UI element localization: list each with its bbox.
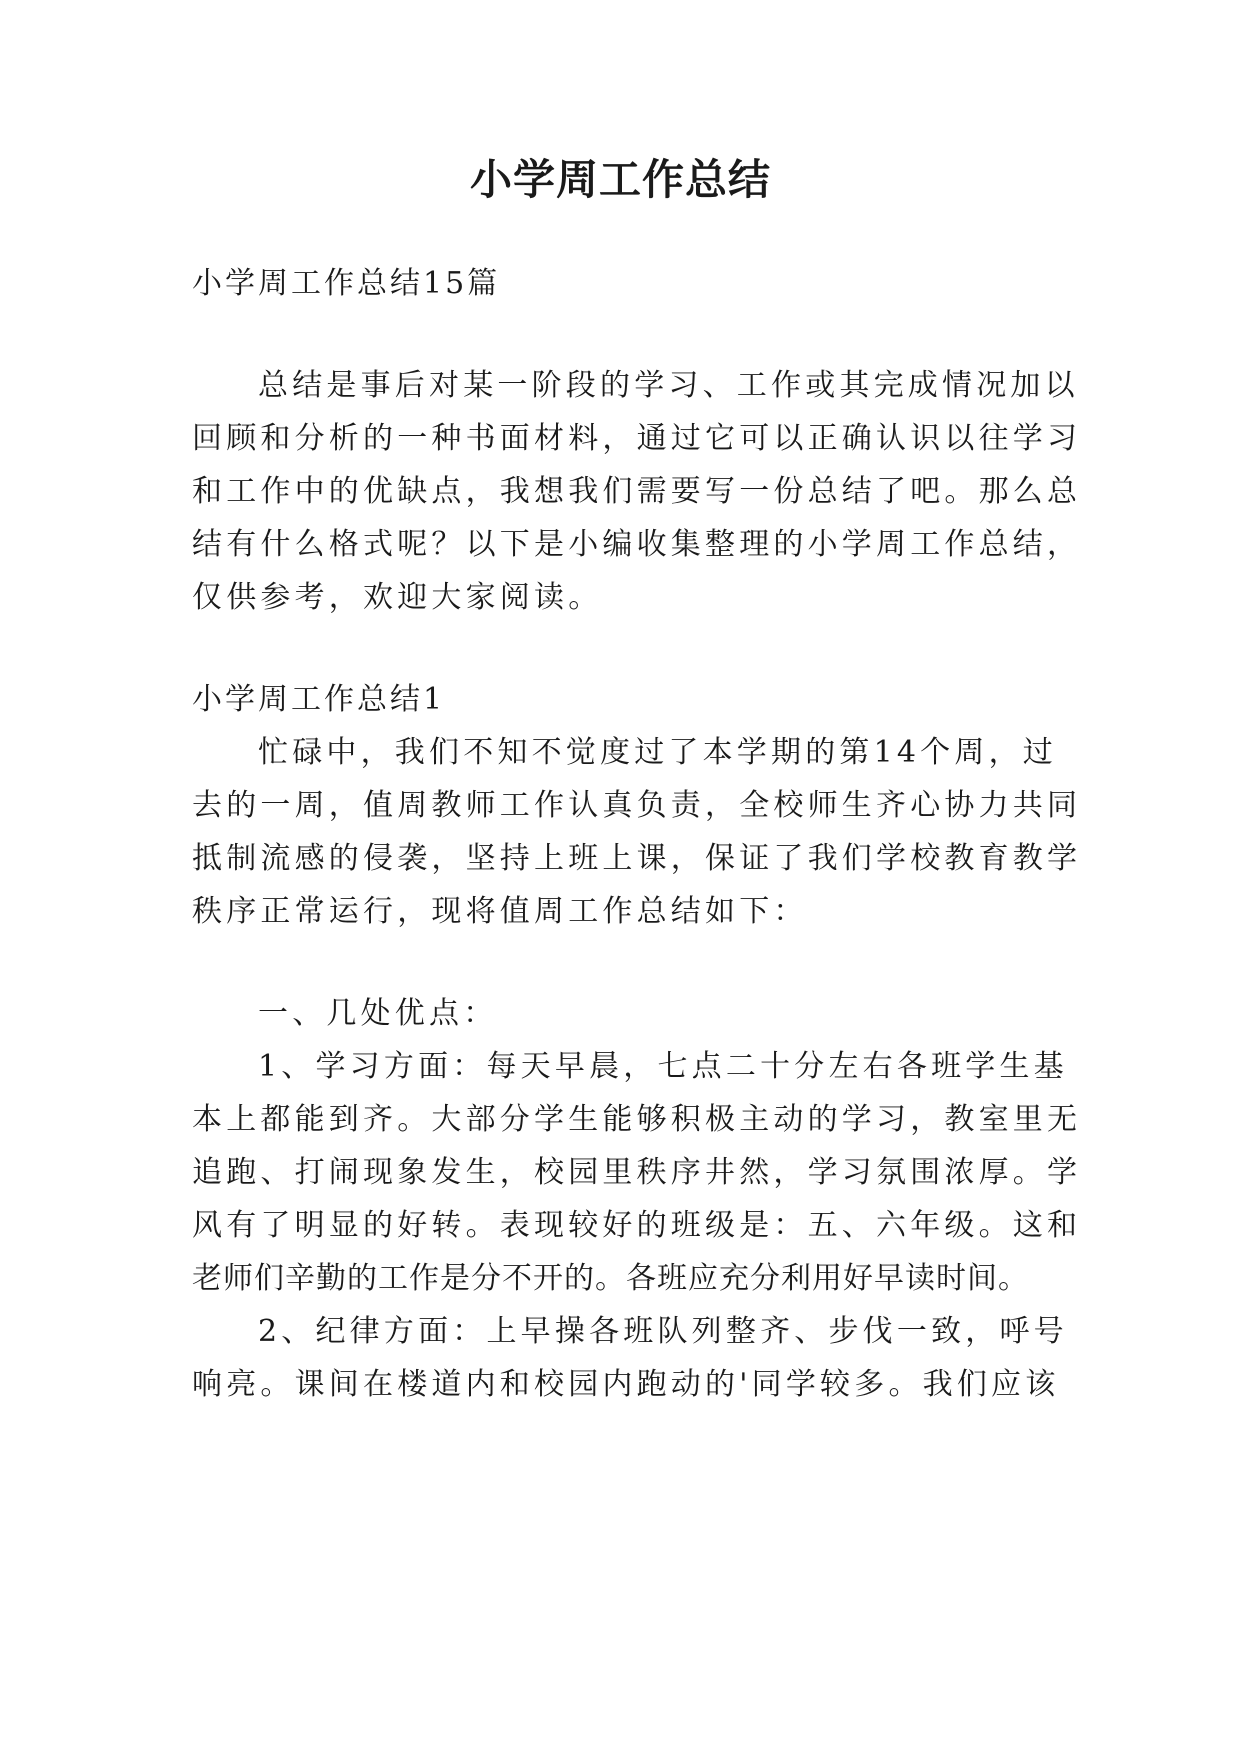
intro-line-5: 仅供参考，欢迎大家阅读。 <box>192 580 603 615</box>
item1-line-2: 本上都能到齐。大部分学生能够积极主动的学习，教室里无 <box>192 1102 1082 1137</box>
document-subtitle: 小学周工作总结15篇 <box>192 266 501 301</box>
advantages-heading: 一、几处优点： <box>258 996 498 1031</box>
item1-line-5: 老师们辛勤的工作是分不开的。各班应充分利用好早读时间。 <box>192 1261 1029 1296</box>
item1-line-4: 风有了明显的好转。表现较好的班级是：五、六年级。这和 <box>192 1208 1082 1243</box>
section1-line-3: 抵制流感的侵袭，坚持上班上课，保证了我们学校教育教学 <box>192 841 1082 876</box>
section1-line-4: 秩序正常运行，现将值周工作总结如下： <box>192 894 808 929</box>
item2-line-2: 响亮。课间在楼道内和校园内跑动的'同学较多。我们应该 <box>192 1367 1060 1402</box>
item1-line-3: 追跑、打闹现象发生，校园里秩序井然，学习氛围浓厚。学 <box>192 1155 1082 1190</box>
intro-line-4: 结有什么格式呢？以下是小编收集整理的小学周工作总结， <box>192 527 1082 562</box>
intro-line-2: 回顾和分析的一种书面材料，通过它可以正确认识以往学习 <box>192 421 1082 456</box>
section1-heading: 小学周工作总结1 <box>192 682 446 717</box>
intro-line-1: 总结是事后对某一阶段的学习、工作或其完成情况加以 <box>258 368 1079 403</box>
item1-line-1: 1、学习方面：每天早晨，七点二十分左右各班学生基 <box>258 1049 1068 1084</box>
intro-line-3: 和工作中的优缺点，我想我们需要写一份总结了吧。那么总 <box>192 474 1082 509</box>
document-title: 小学周工作总结 <box>469 155 771 204</box>
item2-line-1: 2、纪律方面：上早操各班队列整齐、步伐一致，呼号 <box>258 1314 1068 1349</box>
section1-line-1: 忙碌中，我们不知不觉度过了本学期的第14个周，过 <box>258 735 1057 770</box>
section1-line-2: 去的一周，值周教师工作认真负责，全校师生齐心协力共同 <box>192 788 1082 823</box>
